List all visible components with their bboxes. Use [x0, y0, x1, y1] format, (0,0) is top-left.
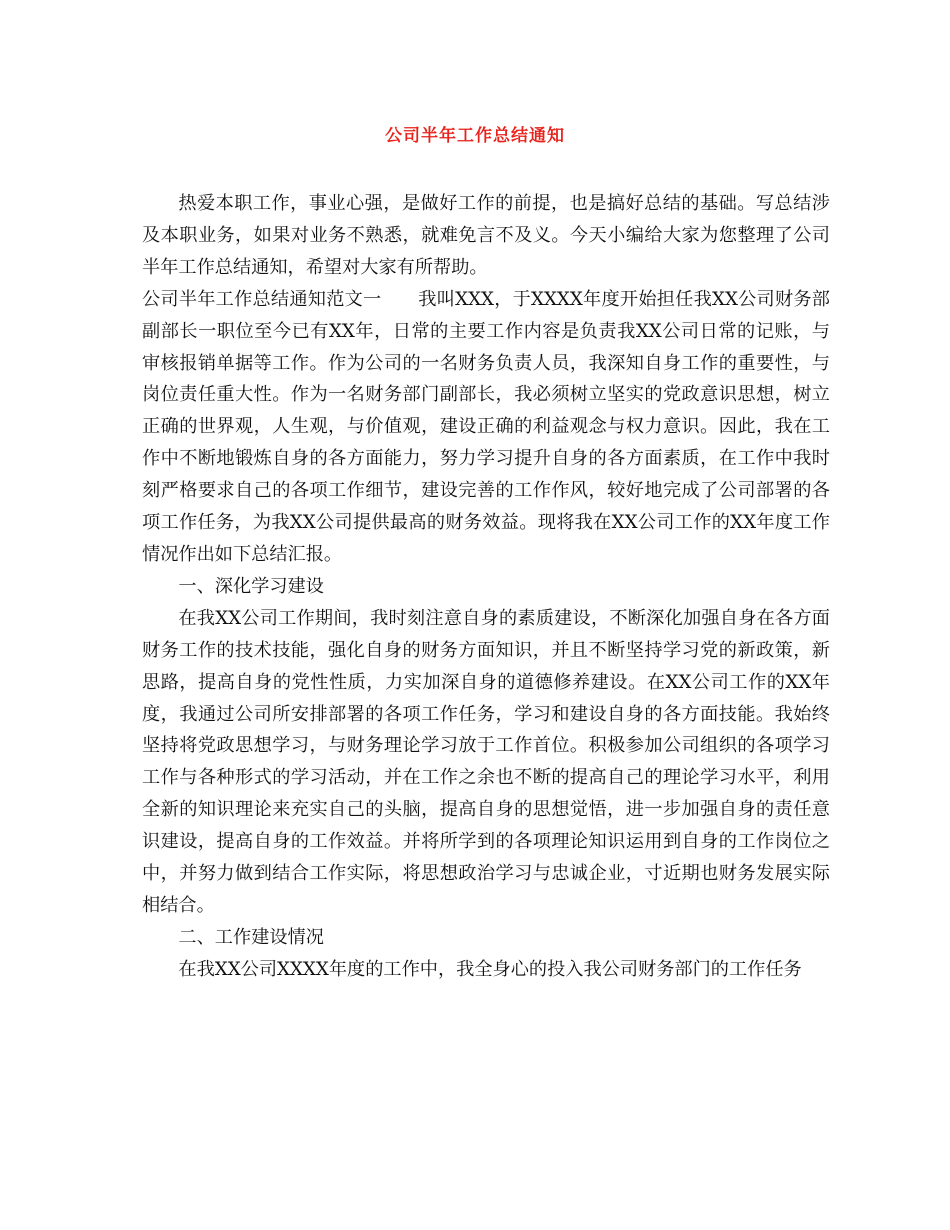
- section-heading-study: 一、深化学习建设: [178, 575, 324, 597]
- work-paragraph: 在我XX公司XXXX年度的工作中，我全身心的投入我公司财务部门的工作任务: [178, 958, 802, 980]
- intro-paragraph: 热爱本职工作，事业心强，是做好工作的前提，也是搞好总结的基础。写总结涉及本职业务，如果对业务不熟悉，就难免言不及义。今天小编给大家为您整理了公司半年工作总结通知，希望对大家有所帮助。: [142, 193, 830, 278]
- sample-one-paragraph: 公司半年工作总结通知范文一 我叫XXX，于XXXX年度开始担任我XX公司财务部副部长一职位至今已有XX年，日常的主要工作内容是负责我XX公司日常的记账，与审核报销单据等工作。作为公司的一名财务负责人员，我深知自身工作的重要性，与岗位责任重大性。作为一名财务部门副部长，我必须树立坚实的党政意识思想，树立正确的世界观，人生观，与价值观，建设正确的利益观念与权力意识。因此，我在工作中不断地锻炼自身的各方面能力，努力学习提升自身的各方面素质，在工作中我时刻严格要求自己的各项工作细节，建设完善的工作作风，较好地完成了公司部署的各项工作任务，为我XX公司提供最高的财务效益。现将我在XX公司工作的XX年度工作情况作出如下总结汇报。: [142, 288, 830, 565]
- document-title: 公司半年工作总结通知: [385, 126, 565, 146]
- section-heading-work: 二、工作建设情况: [178, 926, 324, 948]
- document-body: [142, 188, 830, 986]
- study-paragraph: 在我XX公司工作期间，我时刻注意自身的素质建设，不断深化加强自身在各方面财务工作的技术技能，强化自身的财务方面知识，并且不断坚持学习党的新政策，新思路，提高自身的党性性质，力实加深自身的道德修养建设。在XX公司工作的XX年度，我通过公司所安排部署的各项工作任务，学习和建设自身的各方面技能。我始终坚持将党政思想学习，与财务理论学习放于工作首位。积极参加公司组织的各项学习工作与各种形式的学习活动，并在工作之余也不断的提高自己的理论学习水平，利用全新的知识理论来充实自己的头脑，提高自身的思想觉悟，进一步加强自身的责任意识建设，提高自身的工作效益。并将所学到的各项理论知识运用到自身的工作岗位之中，并努力做到结合工作实际，将思想政治学习与忠诚企业，寸近期也财务发展实际相结合。: [142, 607, 830, 916]
